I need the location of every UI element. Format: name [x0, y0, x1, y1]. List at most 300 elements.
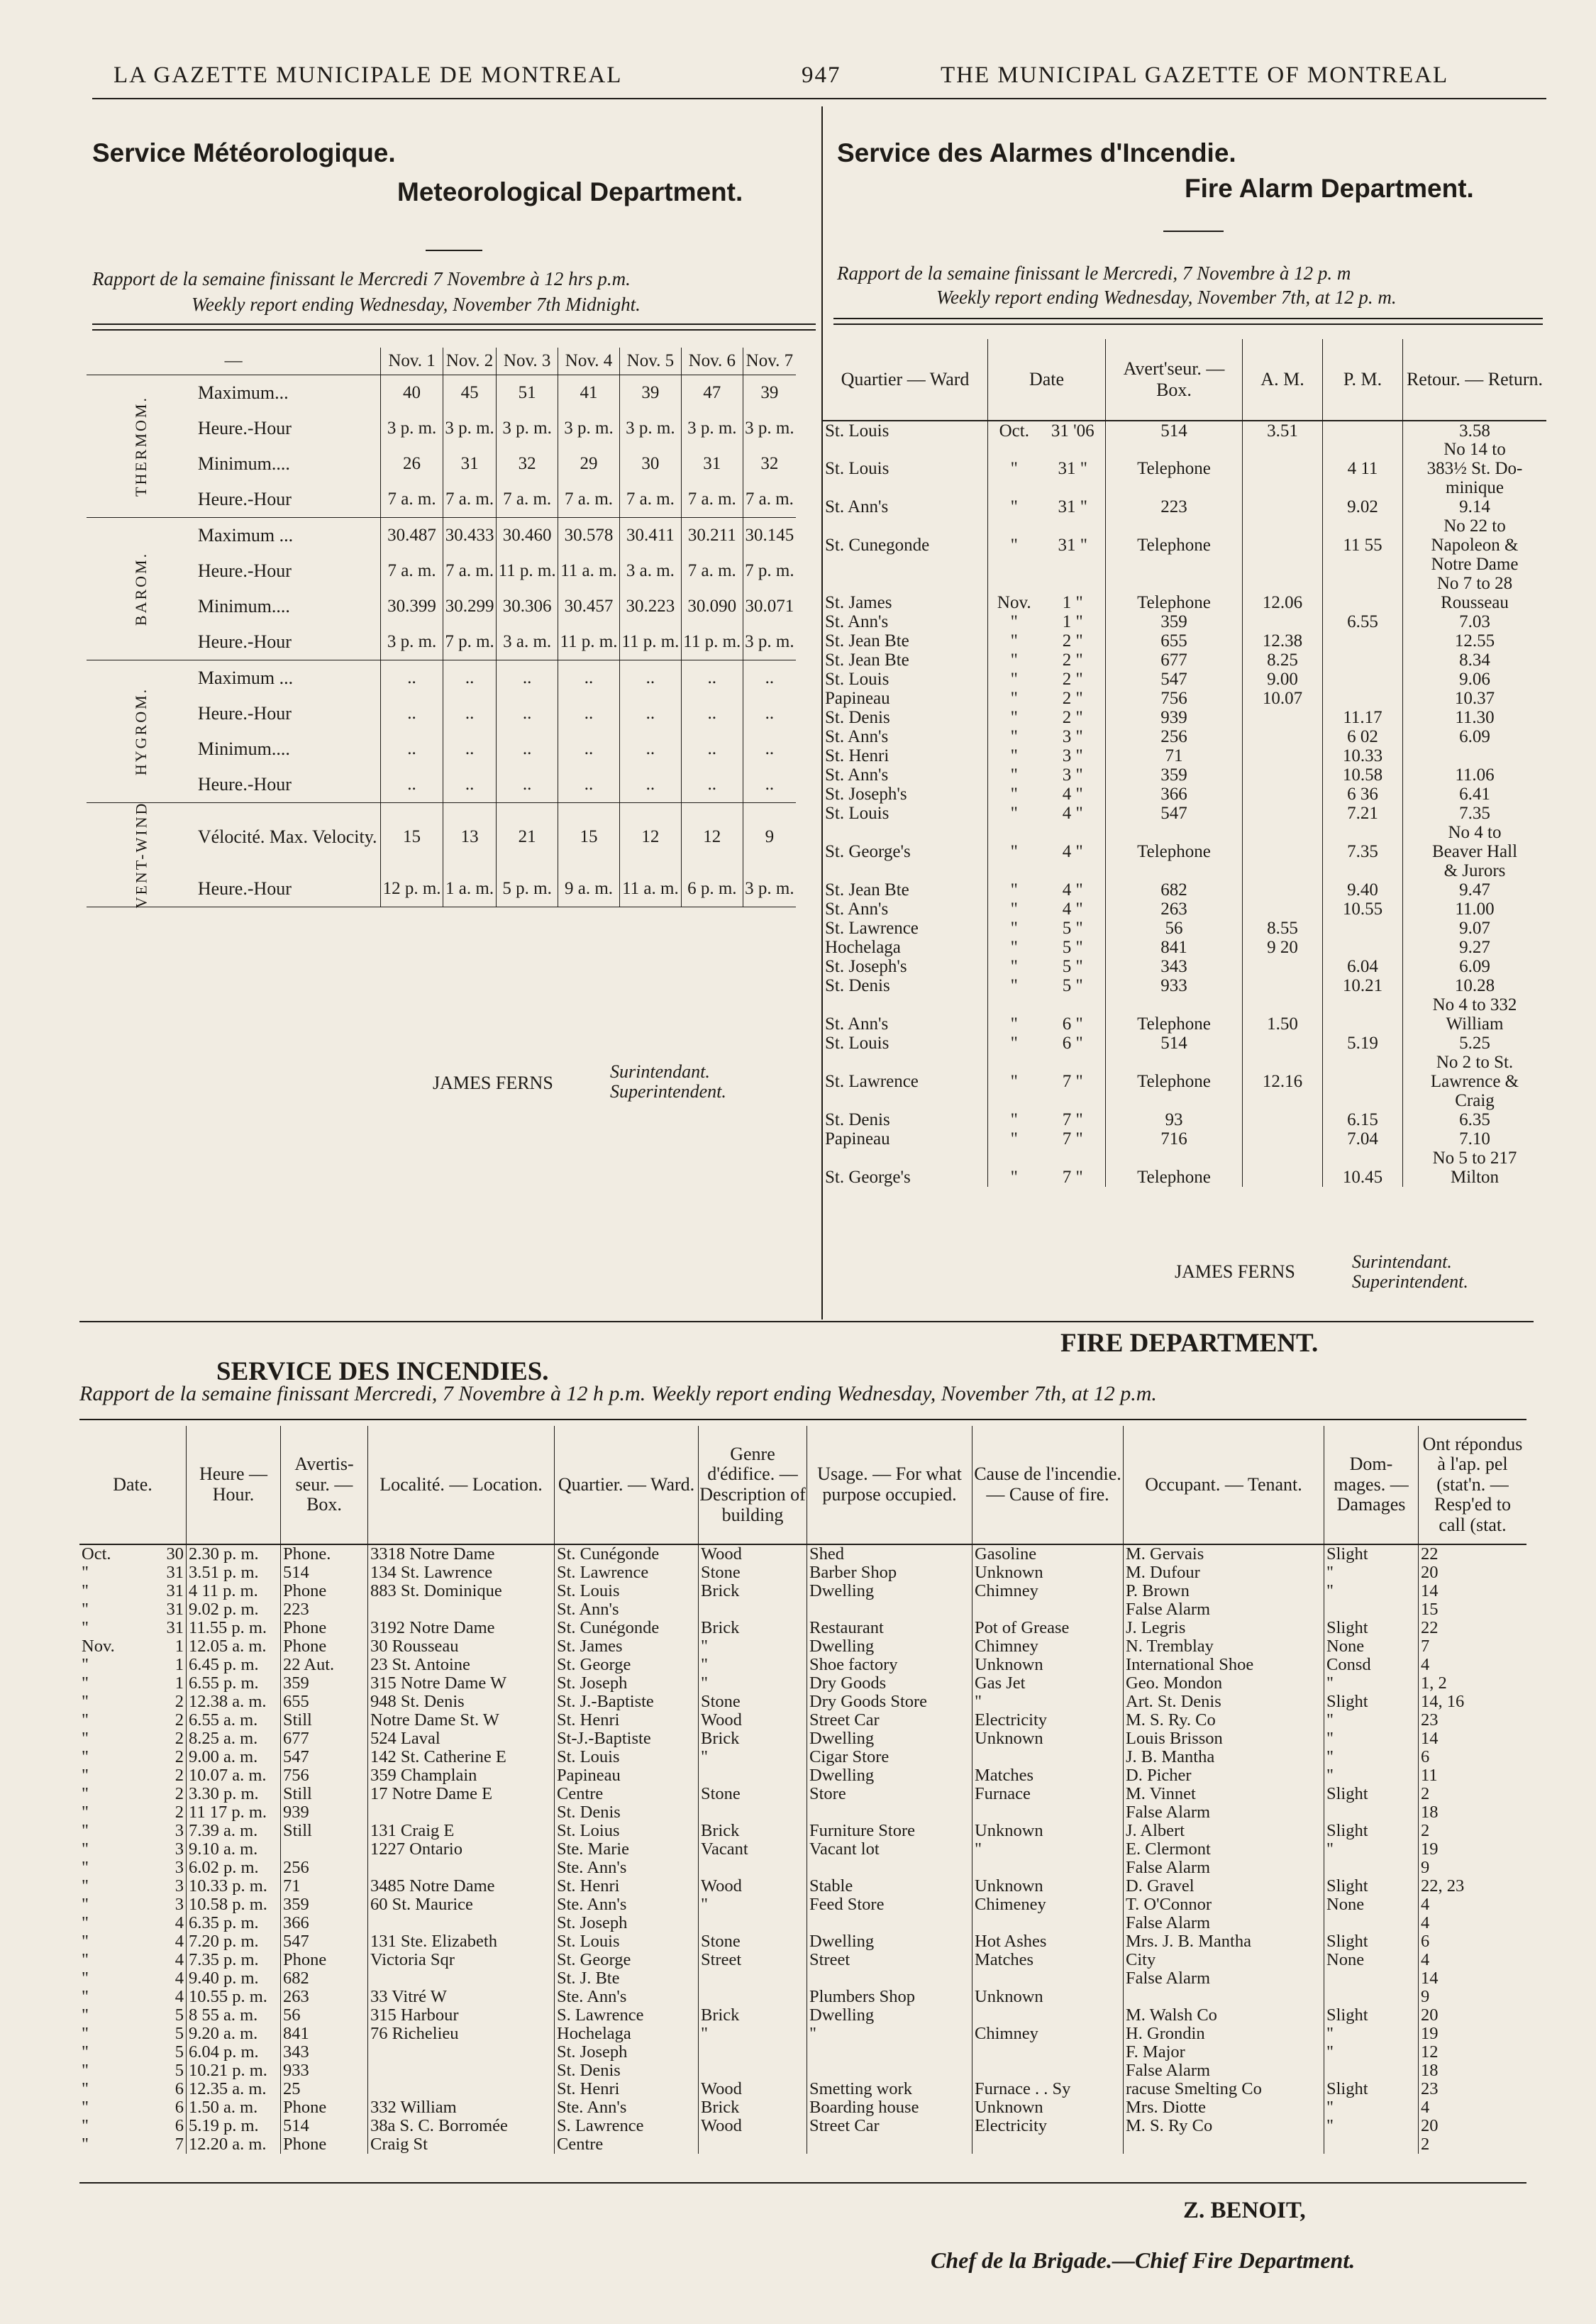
alarm-am: 12.16: [1243, 1072, 1323, 1091]
alarm-month: [988, 823, 1041, 842]
alarm-am: [1243, 1091, 1323, 1110]
inc-usage: Restaurant: [807, 1619, 972, 1637]
alarm-am: [1243, 555, 1323, 574]
inc-tenant: [1124, 2135, 1324, 2154]
inc-damages: ": [1324, 1766, 1419, 1785]
inc-col-ward: Quartier. — Ward.: [555, 1426, 699, 1544]
inc-usage: Store: [807, 1785, 972, 1803]
alarm-row: [823, 555, 1546, 574]
alarm-pm: 11 55: [1323, 536, 1403, 555]
inc-day: 5: [174, 2042, 184, 2062]
inc-building: Stone: [699, 1785, 807, 1803]
inc-usage: Barber Shop: [807, 1564, 972, 1582]
alarm-day: 4 ": [1062, 804, 1083, 823]
meteo-row-label: Vélocité. Max. Velocity.: [197, 826, 377, 847]
alarm-ward: Papineau: [825, 1129, 890, 1149]
inc-hour: 7.20 p. m.: [187, 1932, 281, 1951]
alarm-top-rule-2: [833, 323, 1543, 325]
inc-tenant: False Alarm: [1124, 1803, 1324, 1822]
alarm-box: Telephone: [1106, 593, 1243, 612]
inc-location: 948 St. Denis: [368, 1693, 555, 1711]
meteo-cell: 30.071: [743, 589, 796, 624]
inc-location: 38a S. C. Borromée: [368, 2117, 555, 2135]
inc-location: 359 Champlain: [368, 1766, 555, 1785]
inc-cause: [972, 2043, 1124, 2062]
inc-responded: 20: [1419, 1564, 1527, 1582]
meteo-group-name: VENT-WIND: [132, 801, 150, 909]
meteo-row-label: Minimum....: [197, 453, 290, 474]
inc-responded: 4: [1419, 1914, 1527, 1932]
incendies-row: [79, 2025, 1526, 2043]
meteo-cell: 15: [558, 803, 620, 872]
inc-responded: 22: [1419, 1544, 1527, 1564]
alarm-col-return: Retour. — Return.: [1403, 339, 1547, 421]
alarm-ward: St. George's: [825, 842, 911, 861]
alarm-row: [823, 593, 1546, 612]
inc-tenant: M. Gervais: [1124, 1544, 1324, 1564]
alarm-row: [823, 631, 1546, 651]
inc-month: ": [82, 2061, 89, 2081]
inc-box: 359: [281, 1674, 368, 1693]
alarm-month: ": [988, 631, 1041, 651]
inc-location: 3485 Notre Dame: [368, 1877, 555, 1896]
alarm-row: [823, 708, 1546, 727]
alarm-pm: 5.19: [1323, 1034, 1403, 1053]
inc-tenant: M. S. Ry. Co: [1124, 1711, 1324, 1730]
alarm-day: 31 ": [1058, 536, 1087, 555]
inc-usage: ": [807, 2025, 972, 2043]
alarm-am: [1243, 880, 1323, 900]
inc-responded: 6: [1419, 1932, 1527, 1951]
inc-col-tenant: Occupant. — Tenant.: [1124, 1426, 1324, 1544]
inc-damages: [1324, 1914, 1419, 1932]
alarm-ward: St. Denis: [825, 976, 890, 995]
inc-month: ": [82, 2135, 89, 2154]
inc-month: ": [82, 1655, 89, 1675]
inc-cause: Hot Ashes: [972, 1932, 1124, 1951]
inc-building: [699, 1914, 807, 1932]
inc-location: Victoria Sqr: [368, 1951, 555, 1969]
alarm-row: [823, 574, 1546, 593]
alarm-return: 9.07: [1403, 919, 1547, 938]
alarm-return: 9.14: [1403, 497, 1547, 516]
incendies-row: [79, 1544, 1526, 1564]
incendies-subtitle: Rapport de la semaine finissant Mercredi, 7 Novembre à 12 h p.m. Weekly report ending Wednesday, November 7th, at 12 p.m.: [79, 1382, 1157, 1405]
inc-usage: Plumbers Shop: [807, 1988, 972, 2006]
alarm-row: [823, 440, 1546, 459]
alarm-am: 12.06: [1243, 593, 1323, 612]
meteo-cell: 31: [443, 446, 496, 482]
incendies-row: [79, 1748, 1526, 1766]
alarm-ward: [823, 555, 988, 574]
inc-location: 33 Vitré W: [368, 1988, 555, 2006]
meteo-cell: 7 p. m.: [743, 553, 796, 589]
alarm-row: [823, 421, 1546, 440]
inc-cause: Matches: [972, 1951, 1124, 1969]
alarm-box: [1106, 823, 1243, 842]
inc-hour: 9.20 a. m.: [187, 2025, 281, 2043]
inc-building: Brick: [699, 1730, 807, 1748]
incendies-row: [79, 1785, 1526, 1803]
inc-location: 3318 Notre Dame: [368, 1544, 555, 1564]
inc-usage: [807, 2043, 972, 2062]
inc-col-cause: Cause de l'incendie. — Cause of fire.: [972, 1426, 1124, 1544]
inc-building: Wood: [699, 1877, 807, 1896]
alarm-day: [1041, 1091, 1106, 1110]
meteo-cell: ..: [681, 731, 743, 767]
alarm-title-fr: Service des Alarmes d'Incendie.: [837, 138, 1236, 167]
incendies-row: [79, 1564, 1526, 1582]
meteo-cell: ..: [558, 660, 620, 697]
inc-responded: 18: [1419, 1803, 1527, 1822]
alarm-ward: St. Ann's: [825, 900, 889, 919]
inc-responded: 9: [1419, 1859, 1527, 1877]
alarm-signature-title-en: Superintendent.: [1352, 1271, 1468, 1292]
meteo-signature-title-en: Superintendent.: [610, 1081, 726, 1102]
inc-damages: Slight: [1324, 1544, 1419, 1564]
inc-hour: 10.21 p. m.: [187, 2062, 281, 2080]
inc-usage: Vacant lot: [807, 1840, 972, 1859]
alarm-month: ": [988, 1129, 1041, 1149]
inc-col-responded: Ont répondus à l'ap. pel (stat'n. — Resp'ed to call (stat.: [1419, 1426, 1527, 1544]
inc-month: ": [82, 1784, 89, 1804]
alarm-month: [988, 1149, 1041, 1168]
inc-location: [368, 1600, 555, 1619]
meteo-cell: 29: [558, 446, 620, 482]
inc-hour: 6.02 p. m.: [187, 1859, 281, 1877]
incendies-row: [79, 1619, 1526, 1637]
inc-usage: Dwelling: [807, 1766, 972, 1785]
inc-tenant: D. Picher: [1124, 1766, 1324, 1785]
meteo-cell: ..: [558, 696, 620, 731]
inc-responded: 14: [1419, 1730, 1527, 1748]
alarm-pm: [1323, 1072, 1403, 1091]
alarm-return: 11.00: [1403, 900, 1547, 919]
alarm-day: 5 ": [1062, 976, 1083, 995]
alarm-box: 933: [1106, 976, 1243, 995]
alarm-row: [823, 804, 1546, 823]
alarm-day: [1041, 574, 1106, 593]
inc-cause: Gas Jet: [972, 1674, 1124, 1693]
alarm-ward: St. Joseph's: [825, 957, 907, 976]
alarm-am: [1243, 823, 1323, 842]
inc-cause: Chimney: [972, 1582, 1124, 1600]
inc-day: 31: [166, 1581, 184, 1601]
alarm-row: [823, 823, 1546, 842]
alarm-pm: [1323, 516, 1403, 536]
meteo-cell: 47: [681, 375, 743, 411]
inc-day: 31: [166, 1618, 184, 1638]
meteo-row-label: Heure.-Hour: [197, 560, 292, 581]
alarm-box: 655: [1106, 631, 1243, 651]
alarm-pm: [1323, 1149, 1403, 1168]
inc-box: Phone: [281, 1582, 368, 1600]
alarm-am: [1243, 708, 1323, 727]
meteo-row-label: Heure.-Hour: [197, 418, 292, 438]
alarm-am: [1243, 478, 1323, 497]
inc-day: 6: [174, 2116, 184, 2136]
alarm-day: 31 ": [1058, 459, 1087, 478]
alarm-box: [1106, 861, 1243, 880]
inc-box: Still: [281, 1711, 368, 1730]
alarm-box: [1106, 555, 1243, 574]
alarm-col-am: A. M.: [1243, 339, 1323, 421]
meteo-row-label: Heure.-Hour: [197, 878, 292, 899]
alarm-box: 682: [1106, 880, 1243, 900]
inc-damages: Slight: [1324, 1932, 1419, 1951]
inc-location: 332 William: [368, 2098, 555, 2117]
inc-box: 547: [281, 1748, 368, 1766]
inc-location: [368, 1859, 555, 1877]
inc-ward: St. Louis: [555, 1748, 699, 1766]
meteo-cell: 12 p. m.: [381, 871, 443, 907]
inc-location: 142 St. Catherine E: [368, 1748, 555, 1766]
meteo-cell: 31: [681, 446, 743, 482]
inc-usage: [807, 1600, 972, 1619]
alarm-box: 716: [1106, 1129, 1243, 1149]
meteo-cell: ..: [743, 660, 796, 697]
inc-ward: St. Cunégonde: [555, 1619, 699, 1637]
inc-cause: Matches: [972, 1766, 1124, 1785]
inc-cause: Unknown: [972, 1730, 1124, 1748]
page-number: 947: [802, 62, 841, 88]
inc-box: 22 Aut.: [281, 1656, 368, 1674]
meteo-cell: 3 p. m.: [743, 624, 796, 660]
inc-damages: None: [1324, 1637, 1419, 1656]
inc-damages: ": [1324, 1674, 1419, 1693]
inc-tenant: J. B. Mantha: [1124, 1748, 1324, 1766]
alarm-ward: [823, 516, 988, 536]
inc-month: ": [82, 1600, 89, 1620]
alarm-box: 343: [1106, 957, 1243, 976]
alarm-return: 6.41: [1403, 785, 1547, 804]
alarm-am: [1243, 1129, 1323, 1149]
inc-usage: [807, 1914, 972, 1932]
meteo-cell: 39: [619, 375, 681, 411]
inc-damages: ": [1324, 2117, 1419, 2135]
alarm-box: 263: [1106, 900, 1243, 919]
alarm-am: [1243, 746, 1323, 765]
inc-building: Stone: [699, 1564, 807, 1582]
alarm-day: [1041, 516, 1106, 536]
inc-building: Brick: [699, 1619, 807, 1637]
inc-ward: Ste. Ann's: [555, 1859, 699, 1877]
inc-month: ": [82, 2079, 89, 2099]
alarm-pm: 10.55: [1323, 900, 1403, 919]
alarm-box: 359: [1106, 612, 1243, 631]
inc-month: ": [82, 1876, 89, 1896]
alarm-ward: [823, 1091, 988, 1110]
inc-day: 6: [174, 2079, 184, 2099]
alarm-am: [1243, 536, 1323, 555]
alarm-am: [1243, 1149, 1323, 1168]
meteo-cell: ..: [497, 767, 558, 803]
inc-responded: 2: [1419, 2135, 1527, 2154]
alarm-am: [1243, 459, 1323, 478]
inc-hour: 9.02 p. m.: [187, 1600, 281, 1619]
inc-cause: [972, 2062, 1124, 2080]
meteo-cell: ..: [743, 731, 796, 767]
alarm-am: [1243, 727, 1323, 746]
alarm-am: [1243, 1110, 1323, 1129]
inc-tenant: Geo. Mondon: [1124, 1674, 1324, 1693]
alarm-row: [823, 919, 1546, 938]
meteo-cell: 30.211: [681, 518, 743, 554]
meteo-group-label: [87, 660, 196, 803]
inc-tenant: False Alarm: [1124, 2062, 1324, 2080]
alarm-month: ": [988, 842, 1041, 861]
inc-responded: 1, 2: [1419, 1674, 1527, 1693]
inc-cause: Furnace . . Sy: [972, 2080, 1124, 2098]
inc-month: ": [82, 2024, 89, 2044]
alarm-month: [988, 478, 1041, 497]
inc-col-usage: Usage. — For what purpose occupied.: [807, 1426, 972, 1544]
meteo-cell: 11 a. m.: [558, 553, 620, 589]
meteo-col-header: Nov. 3: [497, 348, 558, 375]
meteo-row-label: Heure.-Hour: [197, 631, 292, 652]
inc-ward: St. George: [555, 1951, 699, 1969]
alarm-am: [1243, 957, 1323, 976]
inc-month: ": [82, 1710, 89, 1730]
alarm-month: ": [988, 612, 1041, 631]
meteo-cell: ..: [743, 767, 796, 803]
inc-damages: None: [1324, 1951, 1419, 1969]
meteo-cell: 9: [743, 803, 796, 872]
inc-tenant: Louis Brisson: [1124, 1730, 1324, 1748]
inc-ward: St. Louis: [555, 1582, 699, 1600]
alarm-pm: 6.04: [1323, 957, 1403, 976]
alarm-box: 256: [1106, 727, 1243, 746]
alarm-month: ": [988, 1110, 1041, 1129]
incendies-header-row: [79, 1426, 1526, 1544]
meteo-cell: ..: [497, 696, 558, 731]
section-rule: [79, 1321, 1534, 1322]
alarm-ward: St. Ann's: [825, 1014, 889, 1034]
inc-building: Brick: [699, 1822, 807, 1840]
alarm-pm: 10.45: [1323, 1168, 1403, 1187]
inc-day: 1: [174, 1655, 184, 1675]
inc-tenant: D. Gravel: [1124, 1877, 1324, 1896]
inc-usage: [807, 1803, 972, 1822]
inc-location: [368, 1914, 555, 1932]
alarm-month: ": [988, 938, 1041, 957]
alarm-am: [1243, 976, 1323, 995]
inc-month: ": [82, 1858, 89, 1878]
inc-damages: ": [1324, 1840, 1419, 1859]
incendies-row: [79, 1969, 1526, 1988]
meteo-cell: ..: [381, 696, 443, 731]
inc-ward: St. James: [555, 1637, 699, 1656]
alarm-box: 223: [1106, 497, 1243, 516]
inc-hour: 3.30 p. m.: [187, 1785, 281, 1803]
inc-month: ": [82, 1839, 89, 1859]
inc-responded: 15: [1419, 1600, 1527, 1619]
meteo-cell: ..: [381, 660, 443, 697]
inc-cause: [972, 1600, 1124, 1619]
meteo-col-header: Nov. 1: [381, 348, 443, 375]
alarm-row: [823, 1129, 1546, 1149]
incendies-row: [79, 1988, 1526, 2006]
alarm-return: Rousseau: [1403, 593, 1547, 612]
inc-responded: 4: [1419, 1951, 1527, 1969]
meteo-subtitle-fr: Rapport de la semaine finissant le Mercredi 7 Novembre à 12 hrs p.m.: [92, 268, 631, 289]
inc-damages: [1324, 1803, 1419, 1822]
meteo-group-name: BAROM.: [132, 551, 150, 626]
inc-cause: ": [972, 1693, 1124, 1711]
incendies-row: [79, 1656, 1526, 1674]
inc-tenant: J. Albert: [1124, 1822, 1324, 1840]
meteo-cell: 11 p. m.: [681, 624, 743, 660]
inc-box: 756: [281, 1766, 368, 1785]
inc-responded: 11: [1419, 1766, 1527, 1785]
alarm-return: 8.34: [1403, 651, 1547, 670]
alarm-day: 2 ": [1062, 689, 1083, 708]
alarm-subtitle-en: Weekly report ending Wednesday, November 7th, at 12 p. m.: [936, 287, 1397, 308]
meteo-signature: JAMES FERNS: [433, 1073, 553, 1093]
meteo-cell: 7 a. m.: [381, 553, 443, 589]
alarm-day: 7 ": [1062, 1129, 1083, 1149]
inc-tenant: J. Legris: [1124, 1619, 1324, 1637]
inc-usage: Feed Store: [807, 1896, 972, 1914]
alarm-box: [1106, 574, 1243, 593]
meteo-row-label: Heure.-Hour: [197, 703, 292, 724]
meteo-cell: ..: [619, 660, 681, 697]
meteo-table: [87, 348, 796, 907]
alarm-ward: St. Ann's: [825, 497, 889, 516]
inc-tenant: M. Walsh Co: [1124, 2006, 1324, 2025]
alarm-return: Lawrence &: [1403, 1072, 1547, 1091]
alarm-return: 11.30: [1403, 708, 1547, 727]
incendies-bottom-rule: [79, 2182, 1526, 2184]
incendies-top-rule: [79, 1419, 1526, 1420]
alarm-pm: 6.55: [1323, 612, 1403, 631]
inc-box: 256: [281, 1859, 368, 1877]
alarm-am: 10.07: [1243, 689, 1323, 708]
alarm-signature-title-fr: Surintendant.: [1352, 1251, 1452, 1272]
alarm-row: [823, 785, 1546, 804]
inc-day: 1: [174, 1673, 184, 1693]
inc-ward: Ste. Marie: [555, 1840, 699, 1859]
meteo-cell: ..: [681, 767, 743, 803]
inc-damages: ": [1324, 2098, 1419, 2117]
alarm-month: ": [988, 459, 1041, 478]
meteo-cell: 26: [381, 446, 443, 482]
alarm-am: [1243, 516, 1323, 536]
inc-ward: St. Ann's: [555, 1600, 699, 1619]
alarm-day: 2 ": [1062, 631, 1083, 651]
alarm-pm: [1323, 689, 1403, 708]
alarm-row: [823, 670, 1546, 689]
inc-damages: [1324, 2135, 1419, 2154]
alarm-pm: [1323, 574, 1403, 593]
alarm-return: 5.25: [1403, 1034, 1547, 1053]
meteo-row: [87, 660, 796, 697]
alarm-am: [1243, 900, 1323, 919]
inc-usage: Street Car: [807, 2117, 972, 2135]
meteo-row-label: Minimum....: [197, 596, 290, 616]
alarm-signature: JAMES FERNS: [1175, 1261, 1295, 1282]
inc-damages: ": [1324, 2025, 1419, 2043]
inc-day: 4: [174, 1913, 184, 1933]
inc-tenant: False Alarm: [1124, 1859, 1324, 1877]
inc-responded: 14: [1419, 1969, 1527, 1988]
inc-responded: 22, 23: [1419, 1877, 1527, 1896]
inc-damages: ": [1324, 1711, 1419, 1730]
inc-damages: ": [1324, 1748, 1419, 1766]
inc-box: 343: [281, 2043, 368, 2062]
alarm-ward: [823, 1053, 988, 1072]
inc-month: ": [82, 1729, 89, 1749]
